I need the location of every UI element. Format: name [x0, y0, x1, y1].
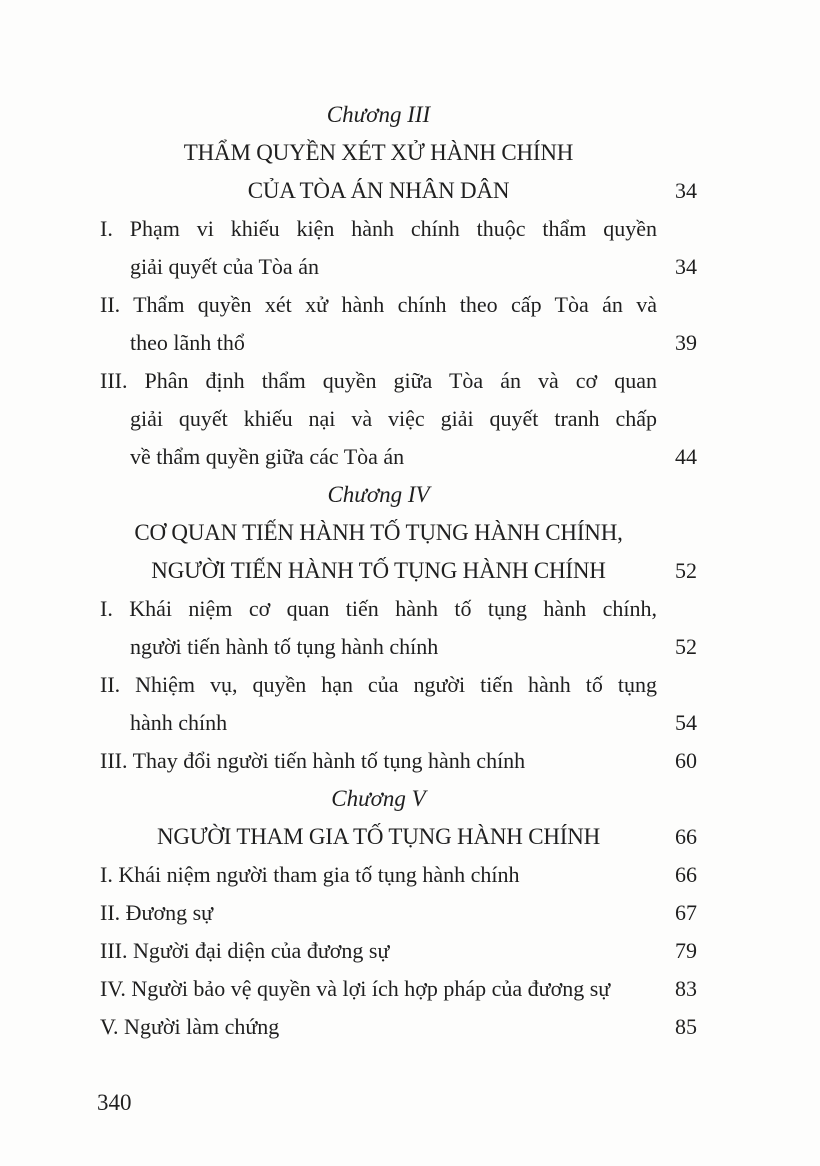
- toc-entry: [100, 894, 697, 932]
- toc-entry-text: người tiến hành tố tụng hành chính: [130, 634, 439, 659]
- toc-chapter-title: [100, 514, 697, 552]
- toc-entry-continuation: [100, 628, 697, 666]
- toc-page-number: 66: [675, 862, 697, 887]
- chapter-label-text: Chương III: [326, 102, 431, 127]
- toc-entry: [100, 932, 697, 970]
- toc-page-number: 60: [675, 748, 697, 773]
- toc-entry: [100, 286, 697, 324]
- chapter-label-text: Chương V: [331, 786, 426, 811]
- toc-entry: [100, 856, 697, 894]
- toc-entry-text: II. Nhiệm vụ, quyền hạn của người tiến hành tố tụng: [100, 672, 657, 697]
- toc-entry-text: III. Người đại diện của đương sự: [100, 938, 390, 963]
- toc-entry-text: III. Thay đổi người tiến hành tố tụng hành chính: [100, 748, 526, 773]
- toc-page-number: 85: [675, 1014, 697, 1039]
- toc-entry-text: V. Người làm chứng: [100, 1014, 280, 1039]
- toc-entry-text: III. Phân định thẩm quyền giữa Tòa án và cơ quan: [100, 368, 657, 393]
- table-of-contents: [100, 96, 697, 1046]
- toc-page-number: 34: [675, 178, 697, 203]
- toc-page-number: 83: [675, 976, 697, 1001]
- toc-entry-text: hành chính: [130, 710, 228, 735]
- toc-chapter-label: [100, 780, 697, 818]
- toc-entry-continuation: [100, 704, 697, 742]
- toc-chapter-title: [100, 134, 697, 172]
- toc-page-number: 39: [675, 330, 697, 355]
- chapter-title-text: NGƯỜI THAM GIA TỐ TỤNG HÀNH CHÍNH: [156, 824, 601, 849]
- toc-page-number: 52: [675, 634, 697, 659]
- toc-entry: [100, 210, 697, 248]
- toc-entry-continuation: [100, 400, 697, 438]
- toc-entry: [100, 1008, 697, 1046]
- toc-entry: [100, 666, 697, 704]
- toc-page-number: 54: [675, 710, 697, 735]
- chapter-title-text: THẨM QUYỀN XÉT XỬ HÀNH CHÍNH: [183, 140, 574, 165]
- toc-entry: [100, 970, 697, 1008]
- toc-entry-text: I. Khái niệm người tham gia tố tụng hành chính: [100, 862, 520, 887]
- chapter-title-text: CỦA TÒA ÁN NHÂN DÂN: [247, 178, 510, 203]
- toc-entry-text: theo lãnh thổ: [130, 330, 245, 355]
- toc-entry: [100, 590, 697, 628]
- toc-entry: [100, 742, 697, 780]
- toc-entry-text: I. Khái niệm cơ quan tiến hành tố tụng hành chính,: [100, 596, 657, 621]
- toc-chapter-title: [100, 552, 697, 590]
- toc-entry-continuation: [100, 248, 697, 286]
- toc-page-number: 79: [675, 938, 697, 963]
- toc-chapter-label: [100, 96, 697, 134]
- toc-page-number: 66: [675, 824, 697, 849]
- toc-page-number: 52: [675, 558, 697, 583]
- toc-page-number: 67: [675, 900, 697, 925]
- toc-page-number: 44: [675, 444, 697, 469]
- toc-chapter-title: [100, 818, 697, 856]
- toc-chapter-label: [100, 476, 697, 514]
- toc-entry-text: giải quyết khiếu nại và việc giải quyết tranh chấp: [130, 406, 657, 431]
- toc-entry-text: giải quyết của Tòa án: [130, 254, 319, 279]
- folio-page-number: 340: [97, 1090, 132, 1115]
- chapter-title-text: CƠ QUAN TIẾN HÀNH TỐ TỤNG HÀNH CHÍNH,: [134, 520, 623, 545]
- toc-entry-text: II. Thẩm quyền xét xử hành chính theo cấp Tòa án và: [100, 292, 657, 317]
- toc-entry-text: II. Đương sự: [100, 900, 214, 925]
- toc-entry-text: I. Phạm vi khiếu kiện hành chính thuộc thẩm quyền: [100, 216, 657, 241]
- toc-entry-text: về thẩm quyền giữa các Tòa án: [130, 444, 405, 469]
- toc-entry-continuation: [100, 324, 697, 362]
- toc-entry-text: IV. Người bảo vệ quyền và lợi ích hợp pháp của đương sự: [100, 976, 611, 1001]
- toc-chapter-title: [100, 172, 697, 210]
- chapter-label-text: Chương IV: [327, 482, 430, 507]
- toc-entry-continuation: [100, 438, 697, 476]
- toc-page-number: 34: [675, 254, 697, 279]
- toc-entry: [100, 362, 697, 400]
- chapter-title-text: NGƯỜI TIẾN HÀNH TỐ TỤNG HÀNH CHÍNH: [151, 558, 606, 583]
